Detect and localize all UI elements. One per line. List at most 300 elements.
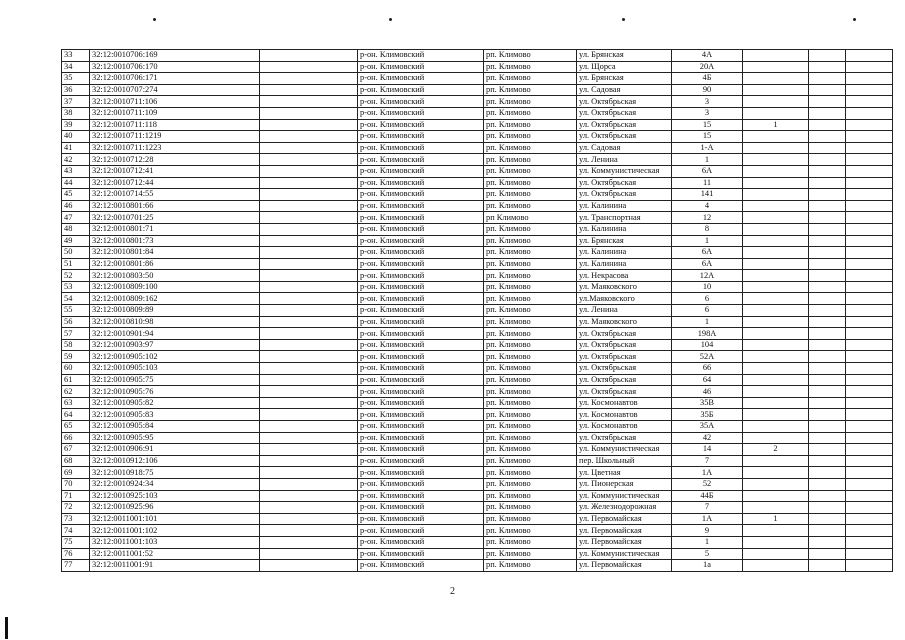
empty-cell: [809, 339, 846, 351]
floors-cell: [743, 212, 809, 224]
settlement-cell: рп. Климово: [484, 525, 577, 537]
street-cell: ул. Октябрьская: [577, 339, 672, 351]
settlement-cell: рп. Климово: [484, 131, 577, 143]
empty-cell: [809, 525, 846, 537]
empty-cell: [809, 281, 846, 293]
empty-cell: [809, 200, 846, 212]
empty-cell: [260, 200, 358, 212]
row-number: 37: [62, 96, 90, 108]
floors-cell: [743, 525, 809, 537]
table-row: [62, 374, 893, 386]
district-cell: р-он. Климовский: [358, 467, 484, 479]
street-cell: ул. Октябрьская: [577, 96, 672, 108]
house-number-cell: 9: [672, 525, 743, 537]
register-rows: [62, 50, 893, 572]
table-row: [62, 421, 893, 433]
table-row: [62, 235, 893, 247]
street-cell: ул. Калинина: [577, 200, 672, 212]
empty-cell: [846, 478, 893, 490]
district-cell: р-он. Климовский: [358, 502, 484, 514]
house-number-cell: 66: [672, 363, 743, 375]
house-number-cell: 1-А: [672, 142, 743, 154]
settlement-cell: рп. Климово: [484, 386, 577, 398]
empty-cell: [809, 316, 846, 328]
street-cell: ул.Маяковского: [577, 293, 672, 305]
empty-cell: [846, 165, 893, 177]
cadastral-number: 32:12:0010809:89: [90, 305, 260, 317]
empty-cell: [260, 119, 358, 131]
street-cell: ул. Космонавтов: [577, 409, 672, 421]
settlement-cell: рп. Климово: [484, 444, 577, 456]
table-row: [62, 351, 893, 363]
row-number: 66: [62, 432, 90, 444]
row-number: 68: [62, 455, 90, 467]
empty-cell: [846, 247, 893, 259]
settlement-cell: рп. Климово: [484, 560, 577, 572]
empty-cell: [846, 432, 893, 444]
table-row: [62, 154, 893, 166]
row-number: 76: [62, 548, 90, 560]
house-number-cell: 52: [672, 478, 743, 490]
house-number-cell: 3: [672, 96, 743, 108]
settlement-cell: рп. Климово: [484, 293, 577, 305]
house-number-cell: 90: [672, 84, 743, 96]
table-row: [62, 223, 893, 235]
street-cell: ул. Коммунистическая: [577, 444, 672, 456]
row-number: 50: [62, 247, 90, 259]
table-row: [62, 293, 893, 305]
empty-cell: [846, 131, 893, 143]
row-number: 52: [62, 270, 90, 282]
empty-cell: [809, 131, 846, 143]
row-number: 58: [62, 339, 90, 351]
cadastral-number: 32:12:0010906:91: [90, 444, 260, 456]
row-number: 69: [62, 467, 90, 479]
district-cell: р-он. Климовский: [358, 96, 484, 108]
empty-cell: [809, 455, 846, 467]
floors-cell: [743, 281, 809, 293]
house-number-cell: 12А: [672, 270, 743, 282]
floors-cell: [743, 270, 809, 282]
empty-cell: [809, 107, 846, 119]
empty-cell: [846, 467, 893, 479]
row-number: 74: [62, 525, 90, 537]
street-cell: ул. Октябрьская: [577, 351, 672, 363]
table-row: [62, 548, 893, 560]
settlement-cell: рп. Климово: [484, 490, 577, 502]
empty-cell: [809, 328, 846, 340]
empty-cell: [846, 444, 893, 456]
cadastral-number: 32:12:0010711:1219: [90, 131, 260, 143]
empty-cell: [846, 374, 893, 386]
district-cell: р-он. Климовский: [358, 223, 484, 235]
settlement-cell: рп. Климово: [484, 200, 577, 212]
house-number-cell: 64: [672, 374, 743, 386]
floors-cell: [743, 339, 809, 351]
street-cell: ул. Космонавтов: [577, 421, 672, 433]
street-cell: ул. Калинина: [577, 258, 672, 270]
table-row: [62, 247, 893, 259]
table-row: [62, 50, 893, 62]
empty-cell: [260, 560, 358, 572]
row-number: 39: [62, 119, 90, 131]
empty-cell: [260, 107, 358, 119]
house-number-cell: 14: [672, 444, 743, 456]
table-row: [62, 386, 893, 398]
empty-cell: [846, 525, 893, 537]
empty-cell: [846, 212, 893, 224]
house-number-cell: 1: [672, 154, 743, 166]
street-cell: ул. Брянская: [577, 73, 672, 85]
district-cell: р-он. Климовский: [358, 455, 484, 467]
cadastral-number: 32:12:0010905:84: [90, 421, 260, 433]
table-row: [62, 455, 893, 467]
district-cell: р-он. Климовский: [358, 397, 484, 409]
table-row: [62, 513, 893, 525]
cadastral-number: 32:12:0011001:103: [90, 536, 260, 548]
empty-cell: [260, 478, 358, 490]
settlement-cell: рп. Климово: [484, 96, 577, 108]
empty-cell: [809, 73, 846, 85]
house-number-cell: 20А: [672, 61, 743, 73]
empty-cell: [260, 235, 358, 247]
empty-cell: [846, 455, 893, 467]
district-cell: р-он. Климовский: [358, 421, 484, 433]
district-cell: р-он. Климовский: [358, 316, 484, 328]
house-number-cell: 1А: [672, 467, 743, 479]
empty-cell: [260, 189, 358, 201]
district-cell: р-он. Климовский: [358, 84, 484, 96]
district-cell: р-он. Климовский: [358, 235, 484, 247]
floors-cell: 2: [743, 444, 809, 456]
empty-cell: [260, 548, 358, 560]
house-number-cell: 6А: [672, 165, 743, 177]
empty-cell: [260, 247, 358, 259]
empty-cell: [809, 258, 846, 270]
street-cell: ул. Октябрьская: [577, 386, 672, 398]
scan-dot-4: [853, 18, 856, 21]
empty-cell: [260, 212, 358, 224]
empty-cell: [809, 397, 846, 409]
house-number-cell: 35В: [672, 397, 743, 409]
cadastral-number: 32:12:0010905:83: [90, 409, 260, 421]
house-number-cell: 52А: [672, 351, 743, 363]
cadastral-number: 32:12:0011001:91: [90, 560, 260, 572]
settlement-cell: рп. Климово: [484, 177, 577, 189]
empty-cell: [809, 513, 846, 525]
cadastral-number: 32:12:0010810:98: [90, 316, 260, 328]
house-number-cell: 1а: [672, 560, 743, 572]
district-cell: р-он. Климовский: [358, 432, 484, 444]
cadastral-number: 32:12:0010905:75: [90, 374, 260, 386]
empty-cell: [809, 50, 846, 62]
empty-cell: [846, 490, 893, 502]
street-cell: ул. Брянская: [577, 235, 672, 247]
row-number: 45: [62, 189, 90, 201]
cadastral-number: 32:12:0010712:44: [90, 177, 260, 189]
empty-cell: [846, 386, 893, 398]
district-cell: р-он. Климовский: [358, 490, 484, 502]
cadastral-number: 32:12:0010706:170: [90, 61, 260, 73]
street-cell: ул. Коммунистическая: [577, 490, 672, 502]
table-row: [62, 444, 893, 456]
table-row: [62, 131, 893, 143]
empty-cell: [809, 305, 846, 317]
empty-cell: [260, 281, 358, 293]
scan-dot-1: [153, 18, 156, 21]
table-row: [62, 96, 893, 108]
district-cell: р-он. Климовский: [358, 154, 484, 166]
cadastral-number: 32:12:0011001:102: [90, 525, 260, 537]
empty-cell: [846, 305, 893, 317]
cadastral-number: 32:12:0010901:94: [90, 328, 260, 340]
empty-cell: [809, 212, 846, 224]
table-row: [62, 270, 893, 282]
empty-cell: [260, 165, 358, 177]
table-row: [62, 200, 893, 212]
row-number: 61: [62, 374, 90, 386]
settlement-cell: рп Климово: [484, 212, 577, 224]
empty-cell: [846, 409, 893, 421]
floors-cell: [743, 235, 809, 247]
row-number: 42: [62, 154, 90, 166]
empty-cell: [260, 142, 358, 154]
district-cell: р-он. Климовский: [358, 50, 484, 62]
settlement-cell: рп. Климово: [484, 270, 577, 282]
cadastral-number: 32:12:0010905:103: [90, 363, 260, 375]
floors-cell: 1: [743, 119, 809, 131]
row-number: 47: [62, 212, 90, 224]
row-number: 65: [62, 421, 90, 433]
floors-cell: [743, 73, 809, 85]
district-cell: р-он. Климовский: [358, 270, 484, 282]
district-cell: р-он. Климовский: [358, 478, 484, 490]
district-cell: р-он. Климовский: [358, 363, 484, 375]
street-cell: ул. Октябрьская: [577, 177, 672, 189]
empty-cell: [809, 374, 846, 386]
empty-cell: [260, 131, 358, 143]
empty-cell: [260, 409, 358, 421]
table-row: [62, 281, 893, 293]
house-number-cell: 35А: [672, 421, 743, 433]
row-number: 48: [62, 223, 90, 235]
floors-cell: [743, 432, 809, 444]
settlement-cell: рп. Климово: [484, 374, 577, 386]
row-number: 34: [62, 61, 90, 73]
table-row: [62, 560, 893, 572]
house-number-cell: 1А: [672, 513, 743, 525]
street-cell: ул. Ленина: [577, 154, 672, 166]
empty-cell: [846, 397, 893, 409]
empty-cell: [809, 548, 846, 560]
district-cell: р-он. Климовский: [358, 513, 484, 525]
row-number: 77: [62, 560, 90, 572]
row-number: 67: [62, 444, 90, 456]
floors-cell: [743, 397, 809, 409]
empty-cell: [846, 142, 893, 154]
table-row: [62, 119, 893, 131]
table-row: [62, 328, 893, 340]
floors-cell: [743, 61, 809, 73]
table-row: [62, 165, 893, 177]
cadastral-number: 32:12:0010918:75: [90, 467, 260, 479]
house-number-cell: 1: [672, 235, 743, 247]
cadastral-number: 32:12:0010912:106: [90, 455, 260, 467]
empty-cell: [260, 61, 358, 73]
street-cell: ул. Железнодорожная: [577, 502, 672, 514]
floors-cell: [743, 84, 809, 96]
cadastral-number: 32:12:0010706:169: [90, 50, 260, 62]
house-number-cell: 4: [672, 200, 743, 212]
house-number-cell: 44Б: [672, 490, 743, 502]
cadastral-number: 32:12:0010801:84: [90, 247, 260, 259]
row-number: 70: [62, 478, 90, 490]
empty-cell: [260, 502, 358, 514]
street-cell: ул. Октябрьская: [577, 374, 672, 386]
table-row: [62, 432, 893, 444]
street-cell: ул. Цветная: [577, 467, 672, 479]
house-number-cell: 198А: [672, 328, 743, 340]
row-number: 36: [62, 84, 90, 96]
settlement-cell: рп. Климово: [484, 50, 577, 62]
house-number-cell: 3: [672, 107, 743, 119]
empty-cell: [809, 490, 846, 502]
street-cell: ул. Садовая: [577, 142, 672, 154]
row-number: 43: [62, 165, 90, 177]
cadastral-number: 32:12:0010711:1223: [90, 142, 260, 154]
empty-cell: [846, 281, 893, 293]
table-row: [62, 84, 893, 96]
scan-dot-3: [622, 18, 625, 21]
empty-cell: [846, 328, 893, 340]
row-number: 53: [62, 281, 90, 293]
settlement-cell: рп. Климово: [484, 107, 577, 119]
street-cell: ул. Первомайская: [577, 560, 672, 572]
empty-cell: [846, 84, 893, 96]
table-row: [62, 363, 893, 375]
settlement-cell: рп. Климово: [484, 455, 577, 467]
settlement-cell: рп. Климово: [484, 84, 577, 96]
floors-cell: [743, 293, 809, 305]
empty-cell: [846, 223, 893, 235]
house-number-cell: 1: [672, 536, 743, 548]
district-cell: р-он. Климовский: [358, 351, 484, 363]
empty-cell: [809, 351, 846, 363]
empty-cell: [846, 293, 893, 305]
cadastral-number: 32:12:0010707:274: [90, 84, 260, 96]
house-number-cell: 46: [672, 386, 743, 398]
empty-cell: [846, 61, 893, 73]
settlement-cell: рп. Климово: [484, 421, 577, 433]
empty-cell: [260, 525, 358, 537]
house-number-cell: 15: [672, 119, 743, 131]
empty-cell: [260, 270, 358, 282]
settlement-cell: рп. Климово: [484, 502, 577, 514]
table-row: [62, 467, 893, 479]
page-number: 2: [450, 586, 455, 597]
empty-cell: [846, 200, 893, 212]
empty-cell: [260, 258, 358, 270]
settlement-cell: рп. Климово: [484, 316, 577, 328]
floors-cell: [743, 177, 809, 189]
house-number-cell: 4Б: [672, 73, 743, 85]
district-cell: р-он. Климовский: [358, 165, 484, 177]
house-number-cell: 35Б: [672, 409, 743, 421]
house-number-cell: 15: [672, 131, 743, 143]
empty-cell: [846, 107, 893, 119]
cadastral-number: 32:12:0010809:162: [90, 293, 260, 305]
property-register-table: [61, 49, 893, 572]
floors-cell: [743, 421, 809, 433]
house-number-cell: 104: [672, 339, 743, 351]
table-row: [62, 490, 893, 502]
house-number-cell: 1: [672, 316, 743, 328]
street-cell: ул. Октябрьская: [577, 189, 672, 201]
district-cell: р-он. Климовский: [358, 444, 484, 456]
settlement-cell: рп. Климово: [484, 154, 577, 166]
table-row: [62, 189, 893, 201]
settlement-cell: рп. Климово: [484, 409, 577, 421]
table-row: [62, 107, 893, 119]
district-cell: р-он. Климовский: [358, 374, 484, 386]
district-cell: р-он. Климовский: [358, 328, 484, 340]
cadastral-number: 32:12:0010803:50: [90, 270, 260, 282]
row-number: 63: [62, 397, 90, 409]
settlement-cell: рп. Климово: [484, 165, 577, 177]
settlement-cell: рп. Климово: [484, 397, 577, 409]
scan-dot-2: [389, 18, 392, 21]
house-number-cell: 8: [672, 223, 743, 235]
empty-cell: [260, 293, 358, 305]
cadastral-number: 32:12:0010711:109: [90, 107, 260, 119]
settlement-cell: рп. Климово: [484, 339, 577, 351]
house-number-cell: 7: [672, 455, 743, 467]
cadastral-number: 32:12:0010714:55: [90, 189, 260, 201]
street-cell: ул. Первомайская: [577, 536, 672, 548]
floors-cell: [743, 363, 809, 375]
empty-cell: [809, 61, 846, 73]
row-number: 35: [62, 73, 90, 85]
district-cell: р-он. Климовский: [358, 131, 484, 143]
settlement-cell: рп. Климово: [484, 328, 577, 340]
district-cell: р-он. Климовский: [358, 189, 484, 201]
floors-cell: [743, 96, 809, 108]
row-number: 60: [62, 363, 90, 375]
street-cell: ул. Щорса: [577, 61, 672, 73]
district-cell: р-он. Климовский: [358, 258, 484, 270]
cadastral-number: 32:12:0010925:103: [90, 490, 260, 502]
table-row: [62, 536, 893, 548]
street-cell: ул. Октябрьская: [577, 363, 672, 375]
cadastral-number: 32:12:0011001:101: [90, 513, 260, 525]
settlement-cell: рп. Климово: [484, 478, 577, 490]
floors-cell: [743, 200, 809, 212]
settlement-cell: рп. Климово: [484, 223, 577, 235]
floors-cell: [743, 50, 809, 62]
house-number-cell: 4А: [672, 50, 743, 62]
empty-cell: [809, 154, 846, 166]
floors-cell: [743, 258, 809, 270]
empty-cell: [260, 513, 358, 525]
empty-cell: [846, 421, 893, 433]
empty-cell: [809, 247, 846, 259]
empty-cell: [846, 560, 893, 572]
empty-cell: [846, 351, 893, 363]
row-number: 41: [62, 142, 90, 154]
empty-cell: [809, 536, 846, 548]
empty-cell: [809, 386, 846, 398]
empty-cell: [809, 84, 846, 96]
